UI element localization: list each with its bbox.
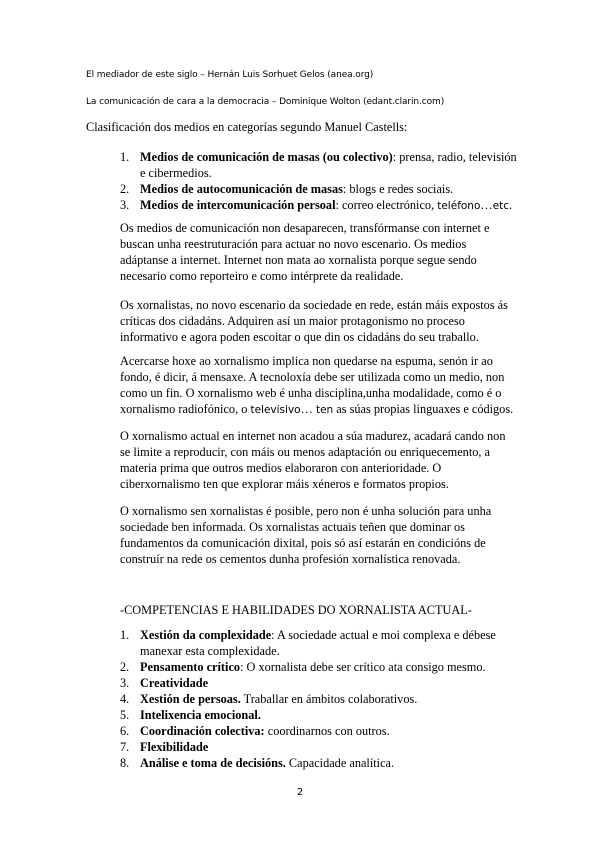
- item-extra: etc: [492, 200, 510, 212]
- paragraph-3-word: televisivo: [250, 404, 301, 416]
- item-number: 1.: [120, 628, 130, 642]
- paragraph-4: O xornalismo actual en internet non acadou a súa madurez, acadará cando non se limite a reproducir, con máis ou menos adaptación ou enriquecemento, a materia prima que outros medios elaboraron con anterioridade. O ciberxornalismo ten que explorar máis xéneros e formatos propios.: [120, 429, 506, 491]
- item-number: 5.: [120, 708, 130, 722]
- item-term: Análise e toma de decisións.: [140, 756, 286, 770]
- item-text: Capacidade analítica.: [285, 756, 395, 770]
- item-text: : blogs e redes sociais.: [342, 182, 454, 196]
- list-item: [120, 707, 520, 723]
- item-number: 3.: [120, 198, 130, 212]
- reference-line-2: La comunicación de cara a la democracia – Dominique Wolton (edant.clarin.com): [86, 97, 445, 107]
- paragraph-3-word: ten: [315, 404, 334, 416]
- list-item: [120, 739, 520, 755]
- intro-text: Clasificación dos medios en categorías segundo Manuel Castells:: [86, 120, 408, 134]
- reference-line-1: El mediador de este siglo – Hernán Luis Sorhuet Gelos (anea.org): [86, 70, 374, 80]
- item-extra: teléfono: [437, 200, 481, 212]
- item-number: 3.: [120, 676, 130, 690]
- item-term: Creatividade: [140, 676, 209, 690]
- page-number: 2: [296, 787, 304, 798]
- item-text: : prensa, radio, televisión e cibermedios.: [140, 150, 517, 180]
- item-term: Xestión da complexidade: [140, 628, 272, 642]
- item-number: 7.: [120, 740, 130, 754]
- list-item: [120, 659, 520, 675]
- paragraph-1: Os medios de comunicación non desaparecen, transfórmanse con internet e buscan unha reestruturación para actuar no novo escenario. Os medios adáptanse a internet. Internet non mata ao xornalista porque segue sendo necesario como reporteiro e como intérprete da realidade.: [120, 221, 490, 283]
- classification-list: [120, 149, 520, 214]
- paragraph-3: [120, 353, 515, 418]
- list-item: [120, 149, 520, 181]
- item-term: Medios de autocomunicación de masas: [140, 182, 343, 196]
- list-item: [120, 691, 520, 707]
- item-text: : A sociedade actual e moi complexa e débese manexar esta complexidade.: [140, 628, 496, 658]
- list-item: [120, 675, 520, 691]
- item-number: 2.: [120, 182, 130, 196]
- item-text: : O xornalista debe ser crítico ata consigo mesmo.: [240, 660, 486, 674]
- item-number: 4.: [120, 692, 130, 706]
- list-item: [120, 627, 520, 659]
- item-text: : correo electrónico,: [335, 198, 438, 212]
- paragraph-3-text: as súas propias linguaxes e códigos.: [333, 402, 514, 416]
- item-term: Flexibilidade: [140, 740, 209, 754]
- item-text: Traballar en ámbitos colaborativos.: [240, 692, 418, 706]
- competencies-list: [120, 627, 520, 771]
- item-number: 1.: [120, 150, 130, 164]
- paragraph-3-text: …: [300, 402, 316, 416]
- item-term: Medios de intercomunicación persoal: [140, 198, 336, 212]
- list-item: [120, 723, 520, 739]
- competencies-heading: -COMPETENCIAS E HABILIDADES DO XORNALISTA ACTUAL-: [120, 603, 472, 617]
- item-term: Intelixencia emocional.: [140, 708, 261, 722]
- paragraph-2: Os xornalistas, no novo escenario da sociedade en rede, están máis expostos ás críticas dos cidadáns. Adquiren así un maior protagonismo no proceso informativo e agora poden escoitar o que din os cidadáns do seu traballo.: [120, 298, 508, 344]
- list-item: [120, 755, 520, 771]
- item-term: Medios de comunicación de masas (ou colectivo): [140, 150, 393, 164]
- paragraph-3-text: Acercarse hoxe ao xornalismo implica non quedarse na espuma, senón ir ao fondo, é dicir, á mensaxe. A tecnoloxía debe ser utilizada como un medio, non como un fin. O xornalismo web é unha disciplina,unha modalidade, como é o xornalismo radiofónico, o: [120, 354, 505, 416]
- item-extra: .: [509, 198, 513, 212]
- item-term: Xestión de persoas.: [140, 692, 241, 706]
- item-number: 8.: [120, 756, 130, 770]
- item-number: 6.: [120, 724, 130, 738]
- item-number: 2.: [120, 660, 130, 674]
- item-extra: …: [480, 198, 493, 212]
- item-term: Coordinación colectiva:: [140, 724, 265, 738]
- list-item: [120, 181, 520, 197]
- item-text: coordinarnos con outros.: [264, 724, 390, 738]
- item-term: Pensamento crítico: [140, 660, 241, 674]
- list-item: [120, 197, 520, 214]
- paragraph-5: O xornalismo sen xornalistas é posible, pero non é unha solución para unha sociedade ben informada. Os xornalistas actuais teñen que dominar os fundamentos da comunicación dixital, pois só así estarán en condicións de construír na rede os cementos dunha profesión xornalística renovada.: [120, 504, 492, 566]
